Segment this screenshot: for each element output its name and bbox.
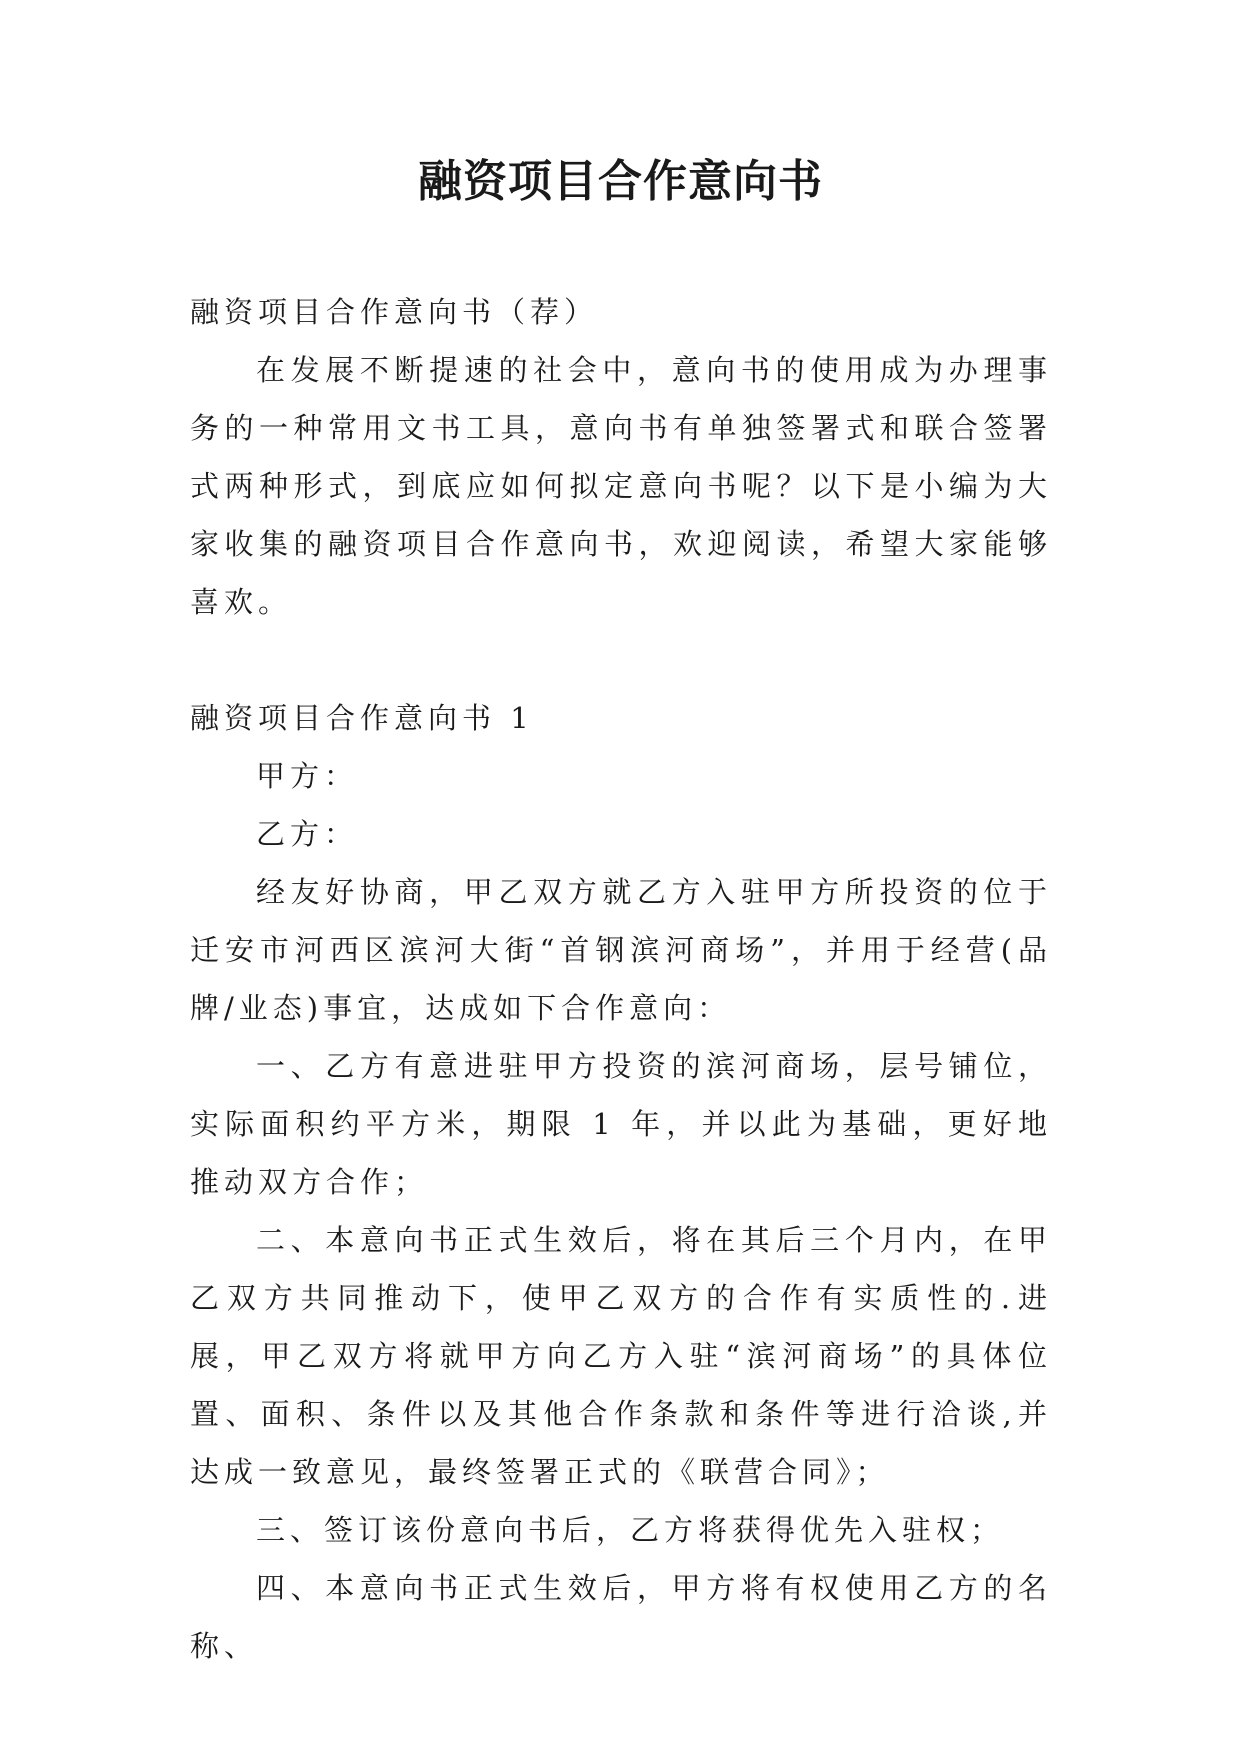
clause-1: 一、乙方有意进驻甲方投资的滨河商场，层号铺位，实际面积约平方米，期限 1 年，并以此为基础，更好地推动双方合作； (190, 1049, 1052, 1199)
preamble-paragraph: 经友好协商，甲乙双方就乙方入驻甲方所投资的位于迁安市河西区滨河大街“首钢滨河商场”，并用于经营(品牌/业态)事宜，达成如下合作意向： (190, 875, 1052, 1025)
party-a-line: 甲方： (256, 759, 359, 793)
clause-4: 四、本意向书正式生效后，甲方将有权使用乙方的名称、 (190, 1571, 1052, 1663)
section-heading: 融资项目合作意向书 1 (190, 701, 534, 735)
party-b-line: 乙方： (256, 817, 359, 851)
document-title: 融资项目合作意向书 (418, 156, 823, 207)
intro-paragraph: 在发展不断提速的社会中，意向书的使用成为办理事务的一种常用文书工具，意向书有单独签署式和联合签署式两种形式，到底应如何拟定意向书呢？以下是小编为大家收集的融资项目合作意向书，欢迎阅读，希望大家能够喜欢。 (190, 353, 1052, 619)
subtitle: 融资项目合作意向书（荐） (190, 295, 599, 329)
clause-3: 三、签订该份意向书后，乙方将获得优先入驻权； (256, 1513, 1005, 1547)
document-body (190, 283, 1052, 1675)
clause-2: 二、本意向书正式生效后，将在其后三个月内，在甲乙双方共同推动下，使甲乙双方的合作有实质性的.进展，甲乙双方将就甲方向乙方入驻“滨河商场”的具体位置、面积、条件以及其他合作条款和条件等进行洽谈,并达成一致意见，最终签署正式的《联营合同》； (190, 1223, 1052, 1489)
